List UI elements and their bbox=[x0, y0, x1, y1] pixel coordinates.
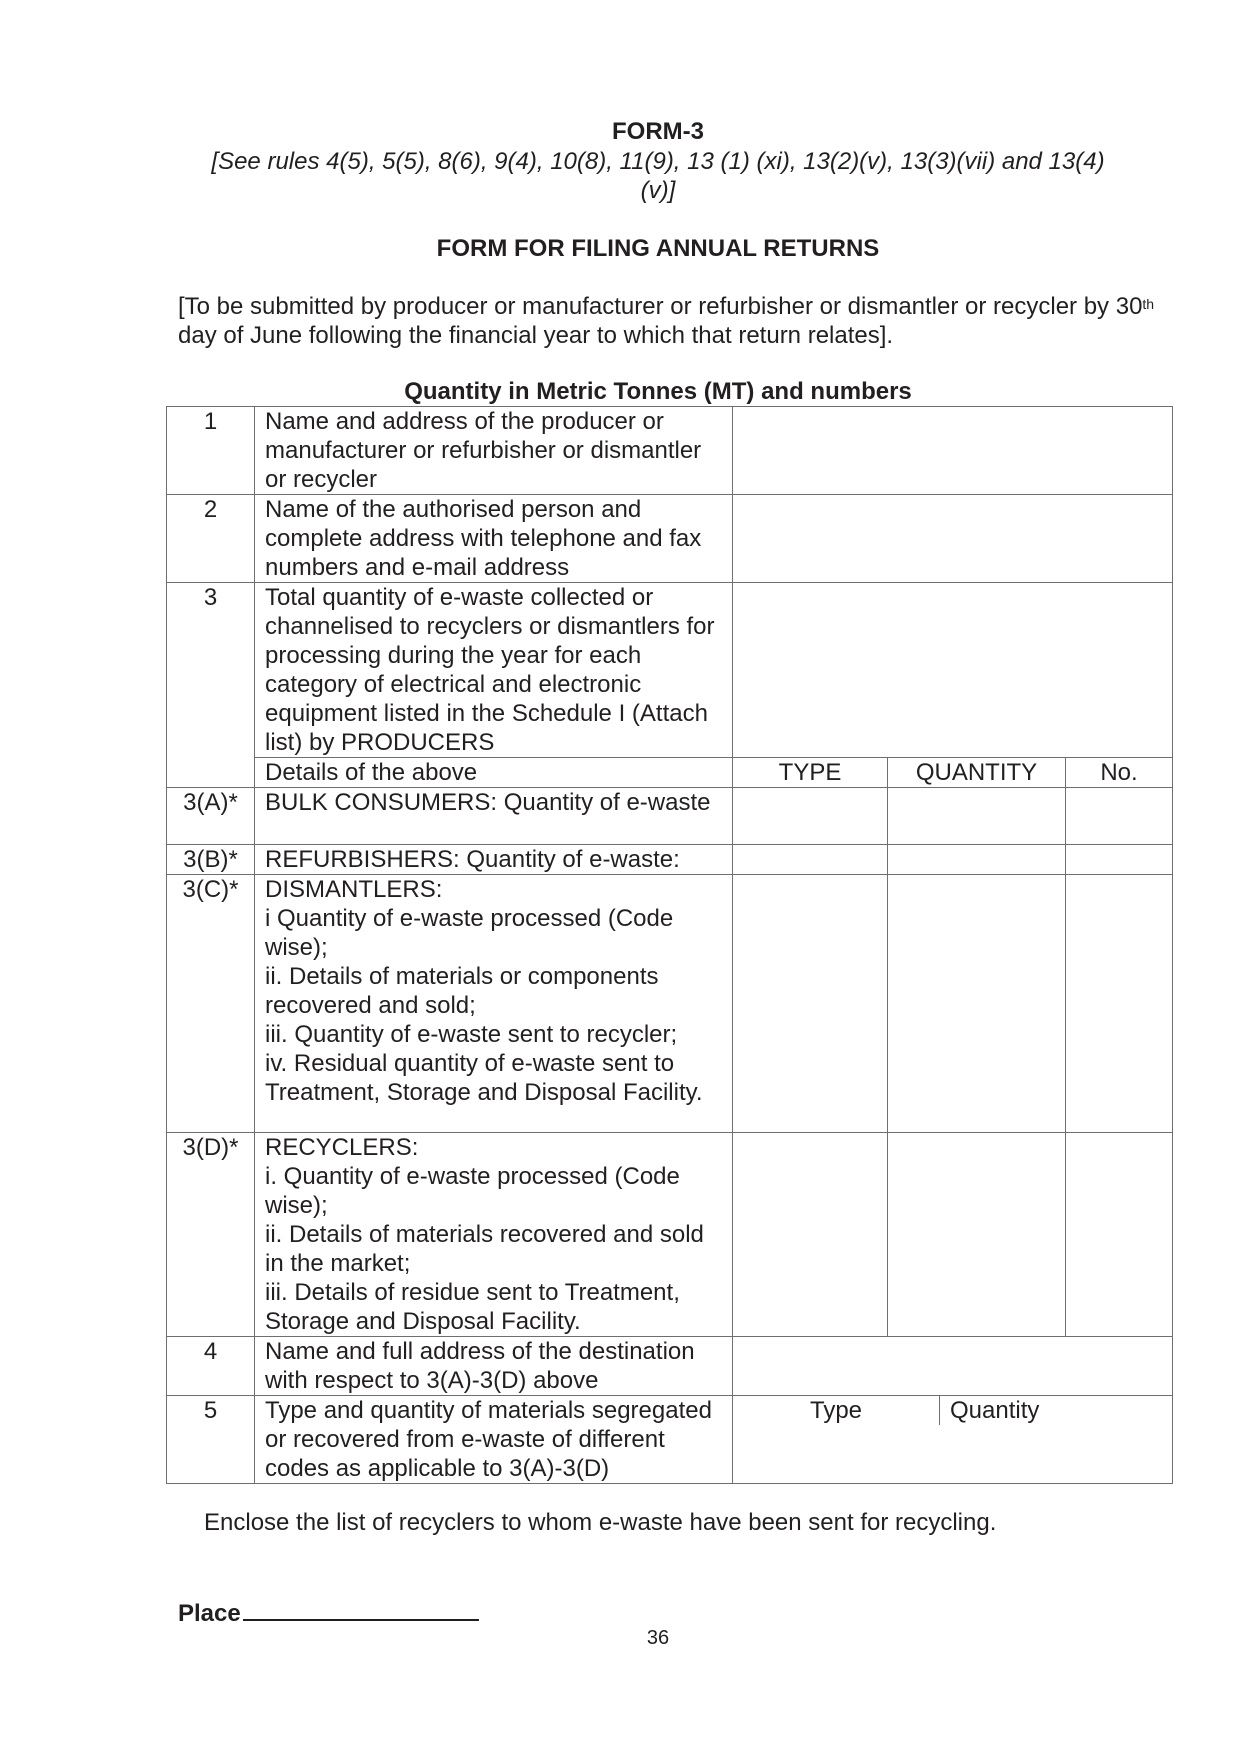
entry-field-material-quantity[interactable]: Quantity bbox=[950, 1397, 1040, 1424]
row-description: Name and full address of the destination with respect to 3(A)-3(D) above bbox=[255, 1337, 733, 1396]
entry-field-number[interactable] bbox=[1066, 1133, 1173, 1337]
table-row bbox=[167, 788, 1173, 845]
entry-field-number[interactable] bbox=[1066, 788, 1173, 845]
table-row bbox=[167, 583, 1173, 758]
entry-field-quantity[interactable] bbox=[888, 1133, 1066, 1337]
row-number: 3(A)* bbox=[167, 788, 255, 845]
row-number: 3 bbox=[167, 583, 255, 788]
entry-field-type[interactable] bbox=[733, 788, 888, 845]
rules-reference-text: [See rules 4(5), 5(5), 8(6), 9(4), 10(8), 11(9), 13 (1) (xi), 13(2)(v), 13(3)(vii) and 13(4)(v)] bbox=[211, 148, 1105, 204]
quantity-caption: Quantity in Metric Tonnes (MT) and numbers bbox=[404, 378, 912, 405]
row-description: RECYCLERS: i. Quantity of e-waste processed (Code wise); ii. Details of materials recovered and sold in the market; iii. Details of residue sent to Treatment, Storage and Disposal Facility. bbox=[255, 1133, 733, 1337]
column-header-quantity: QUANTITY bbox=[888, 758, 1066, 788]
table-row bbox=[167, 407, 1173, 495]
entry-field-authorised-person[interactable] bbox=[733, 495, 1173, 583]
table-row bbox=[167, 875, 1173, 1133]
row-description: Name and address of the producer or manufacturer or refurbisher or dismantler or recycler bbox=[255, 407, 733, 495]
table-row bbox=[167, 495, 1173, 583]
entry-field-total-quantity[interactable] bbox=[733, 583, 1173, 758]
row-number: 3(C)* bbox=[167, 875, 255, 1133]
entry-field-type[interactable] bbox=[733, 845, 888, 875]
row-description: Name of the authorised person and complete address with telephone and fax numbers and e-mail address bbox=[255, 495, 733, 583]
row-number: 4 bbox=[167, 1337, 255, 1396]
form-title: FORM-3 bbox=[612, 118, 704, 145]
intro-text-start: [To be submitted by producer or manufacturer or refurbisher or dismantler or recycler by 30 bbox=[178, 293, 1143, 320]
intro-superscript: th bbox=[1142, 296, 1155, 312]
place-label: Place bbox=[178, 1600, 241, 1627]
submission-instructions bbox=[178, 292, 1158, 350]
entry-field-quantity[interactable] bbox=[888, 875, 1066, 1133]
entry-field-type[interactable] bbox=[733, 875, 888, 1133]
row-description: Type and quantity of materials segregated or recovered from e-waste of different codes as applicable to 3(A)-3(D) bbox=[255, 1396, 733, 1484]
table-row bbox=[167, 845, 1173, 875]
table-row bbox=[167, 1396, 1173, 1484]
type-quantity-split bbox=[733, 1396, 1172, 1425]
entry-field-number[interactable] bbox=[1066, 875, 1173, 1133]
entry-field-destination[interactable] bbox=[733, 1337, 1173, 1396]
table-header-row bbox=[167, 758, 1173, 788]
entry-field-number[interactable] bbox=[1066, 845, 1173, 875]
details-label: Details of the above bbox=[255, 758, 733, 788]
enclosure-note: Enclose the list of recyclers to whom e-waste have been sent for recycling. bbox=[204, 1509, 997, 1536]
row-number: 5 bbox=[167, 1396, 255, 1484]
entry-field-quantity[interactable] bbox=[888, 845, 1066, 875]
row-description: DISMANTLERS: i Quantity of e-waste processed (Code wise); ii. Details of materials or components recovered and sold; iii. Quantity of e-waste sent to recycler; iv. Residual quantity of e-waste sent to Treatment, Storage and Disposal Facility. bbox=[255, 875, 733, 1133]
type-quantity-cell bbox=[733, 1396, 1173, 1484]
entry-field-type[interactable] bbox=[733, 1133, 888, 1337]
rules-reference bbox=[0, 147, 1240, 205]
entry-field-quantity[interactable] bbox=[888, 788, 1066, 845]
column-header-type: TYPE bbox=[733, 758, 888, 788]
page-number: 36 bbox=[646, 1627, 670, 1649]
entry-field-producer-name[interactable] bbox=[733, 407, 1173, 495]
row-description: Total quantity of e-waste collected or channelised to recyclers or dismantlers for processing during the year for each category of electrical and electronic equipment listed in the Schedule I (Attach list) by PRODUCERS bbox=[255, 583, 733, 758]
row-number: 2 bbox=[167, 495, 255, 583]
row-number: 3(D)* bbox=[167, 1133, 255, 1337]
row-number: 3(B)* bbox=[167, 845, 255, 875]
row-number: 1 bbox=[167, 407, 255, 495]
row-description: REFURBISHERS: Quantity of e-waste: bbox=[255, 845, 733, 875]
table-row bbox=[167, 1133, 1173, 1337]
form-subtitle: FORM FOR FILING ANNUAL RETURNS bbox=[436, 235, 880, 262]
row-description: BULK CONSUMERS: Quantity of e-waste bbox=[255, 788, 733, 845]
entry-field-material-type[interactable]: Type bbox=[733, 1396, 940, 1425]
table-row bbox=[167, 1337, 1173, 1396]
annual-returns-table bbox=[166, 406, 1173, 1484]
place-input-line[interactable] bbox=[243, 1595, 479, 1621]
column-header-number: No. bbox=[1066, 758, 1173, 788]
intro-text-end: day of June following the financial year to which that return relates]. bbox=[178, 322, 894, 349]
place-field bbox=[178, 1595, 479, 1628]
